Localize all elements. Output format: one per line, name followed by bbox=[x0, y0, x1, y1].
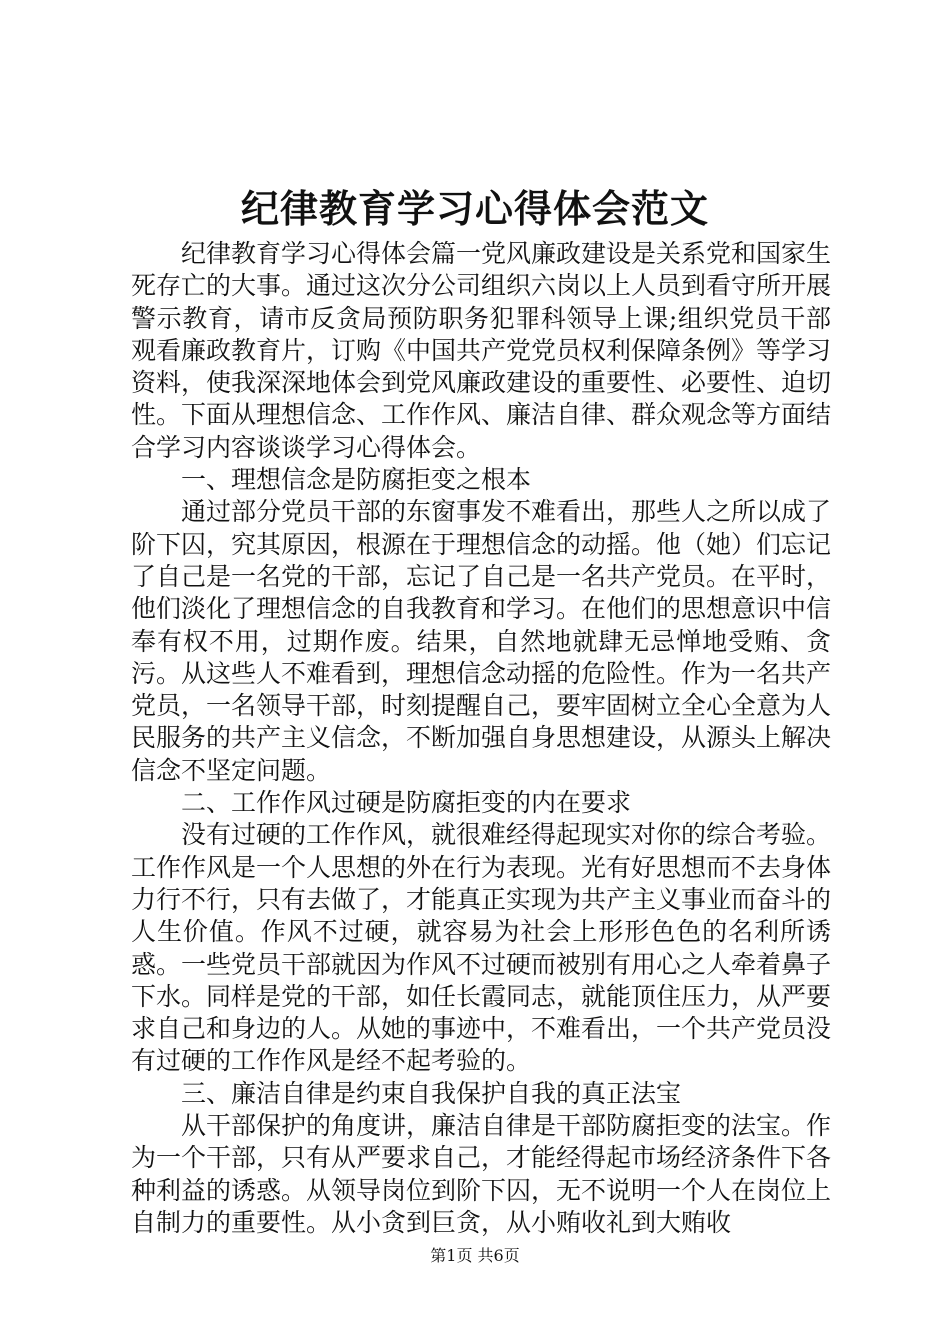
document-title: 纪律教育学习心得体会范文 bbox=[240, 186, 709, 231]
document-body bbox=[131, 238, 831, 1239]
paragraph-section-2: 没有过硬的工作作风，就很难经得起现实对你的综合考验。工作作风是一个人思想的外在行为表现。光有好思想而不去身体力行不行，只有去做了，才能真正实现为共产主义事业而奋斗的人生价值。作风不过硬，就容易为社会上形形色色的名利所诱惑。一些党员干部就因为作风不过硬而被别有用心之人牵着鼻子下水。同样是党的干部，如任长霞同志，就能顶住压力，从严要求自己和身边的人。从她的事迹中，不难看出，一个共产党员没有过硬的工作作风是经不起考验的。 bbox=[131, 820, 832, 1076]
section-heading-2: 二、工作作风过硬是防腐拒变的内在要求 bbox=[181, 788, 632, 818]
paragraph-section-3: 从干部保护的角度讲，廉洁自律是干部防腐拒变的法宝。作为一个干部，只有从严要求自己，才能经得起市场经济条件下各种利益的诱惑。从领导岗位到阶下囚，无不说明一个人在岗位上自制力的重要性。从小贪到巨贪，从小贿收礼到大贿收 bbox=[131, 1111, 832, 1237]
paragraph-section-1: 通过部分党员干部的东窗事发不难看出，那些人之所以成了阶下囚，究其原因，根源在于理想信念的动摇。他（她）们忘记了自己是一名党的干部，忘记了自己是一名共产党员。在平时，他们淡化了理想信念的自我教育和学习。在他们的思想意识中信奉有权不用，过期作废。结果，自然地就肆无忌惮地受贿、贪污。从这些人不难看到，理想信念动摇的危险性。作为一名共产党员，一名领导干部，时刻提醒自己，要牢固树立全心全意为人民服务的共产主义信念，不断加强自身思想建设，从源头上解决信念不坚定问题。 bbox=[131, 497, 832, 785]
section-heading-3: 三、廉洁自律是约束自我保护自我的真正法宝 bbox=[181, 1078, 682, 1108]
section-heading-1: 一、理想信念是防腐拒变之根本 bbox=[181, 465, 532, 495]
page-number-footer: 第1页 共6页 bbox=[430, 1246, 520, 1265]
paragraph-intro: 纪律教育学习心得体会篇一党风廉政建设是关系党和国家生死存亡的大事。通过这次分公司组织六岗以上人员到看守所开展警示教育，请市反贪局预防职务犯罪科领导上课;组织党员干部观看廉政教育片，订购《中国共产党党员权利保障条例》等学习资料，使我深深地体会到党风廉政建设的重要性、必要性、迫切性。下面从理想信念、工作作风、廉洁自律、群众观念等方面结合学习内容谈谈学习心得体会。 bbox=[131, 239, 832, 462]
